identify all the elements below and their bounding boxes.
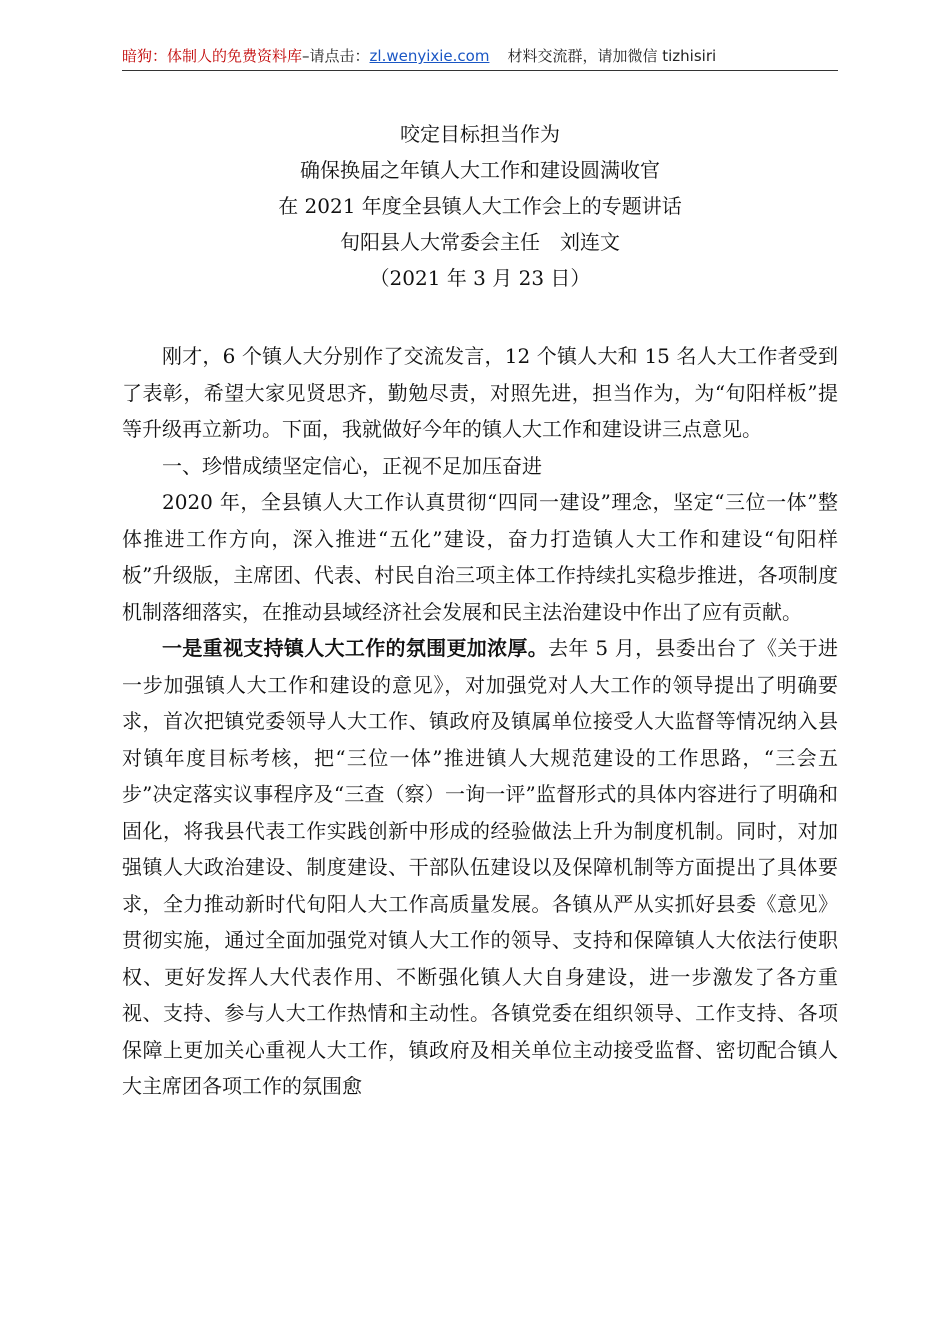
header-brand: 暗狗：体制人的免费资料库 [122,47,303,65]
document-body [122,338,838,1105]
document-title-block [122,116,838,296]
speaker-line: 旬阳县人大常委会主任 刘连文 [340,230,620,254]
date-line: （2021 年 3 月 23 日） [369,266,591,290]
section-heading-1: 一、珍惜成绩坚定信心，正视不足加压奋进 [162,453,542,478]
header-link-label: –请点击： [302,47,370,65]
paragraph-point-1 [122,630,838,1105]
point-1-text: 去年 5 月，县委出台了《关于进一步加强镇人大工作和建设的意见》，对加强党对人大工作的领导提出了明确要求，首次把镇党委领导人大工作、镇政府及镇属单位接受人大监督等情况纳入县对镇年度目标考核，把“三位一体”推进镇人大规范建设的工作思路，“三会五步”决定落实议事程序及“三查（察）一询一评”监督形式的具体内容进行了明确和固化，将我县代表工作实践创新中形成的经验做法上升为制度机制。同时，对加强镇人大政治建设、制度建设、干部队伍建设以及保障机制等方面提出了具体要求，全力推动新时代旬阳人大工作高质量发展。各镇从严从实抓好县委《意见》贯彻实施，通过全面加强党对镇人大工作的领导、支持和保障镇人大依法行使职权、更好发挥人大代表作用、不断强化镇人大自身建设，进一步激发了各方重视、支持、参与人大工作热情和主动性。各镇党委在组织领导、工作支持、各项保障上更加关心重视人大工作，镇政府及相关单位主动接受监督、密切配合镇人大主席团各项工作的氛围愈 [122,636,838,1098]
title-line-2: 确保换届之年镇人大工作和建设圆满收官 [300,158,660,182]
point-1-heading: 一是重视支持镇人大工作的氛围更加浓厚。 [162,636,549,660]
title-line-3: 在 2021 年度全县镇人大工作会上的专题讲话 [278,194,682,218]
page-header [122,42,838,71]
header-link[interactable]: zl.wenyixie.com [369,47,490,65]
paragraph-intro: 刚才，6 个镇人大分别作了交流发言，12 个镇人大和 15 名人大工作者受到了表彰，希望大家见贤思齐，勤勉尽责，对照先进，担当作为，为“旬阳样板”提等升级再立新功。下面，我就做好今年的镇人大工作和建设讲三点意见。 [122,344,838,441]
paragraph-2020-summary: 2020 年，全县镇人大工作认真贯彻“四同一建设”理念，坚定“三位一体”整体推进工作方向，深入推进“五化”建设，奋力打造镇人大工作和建设“旬阳样板”升级版，主席团、代表、村民自治三项主体工作持续扎实稳步推进，各项制度机制落细落实，在推动县域经济社会发展和民主法治建设中作出了应有贡献。 [122,490,838,624]
header-group-note: 材料交流群，请加微信 tizhisiri [507,47,717,65]
title-line-1: 咬定目标担当作为 [400,122,560,146]
